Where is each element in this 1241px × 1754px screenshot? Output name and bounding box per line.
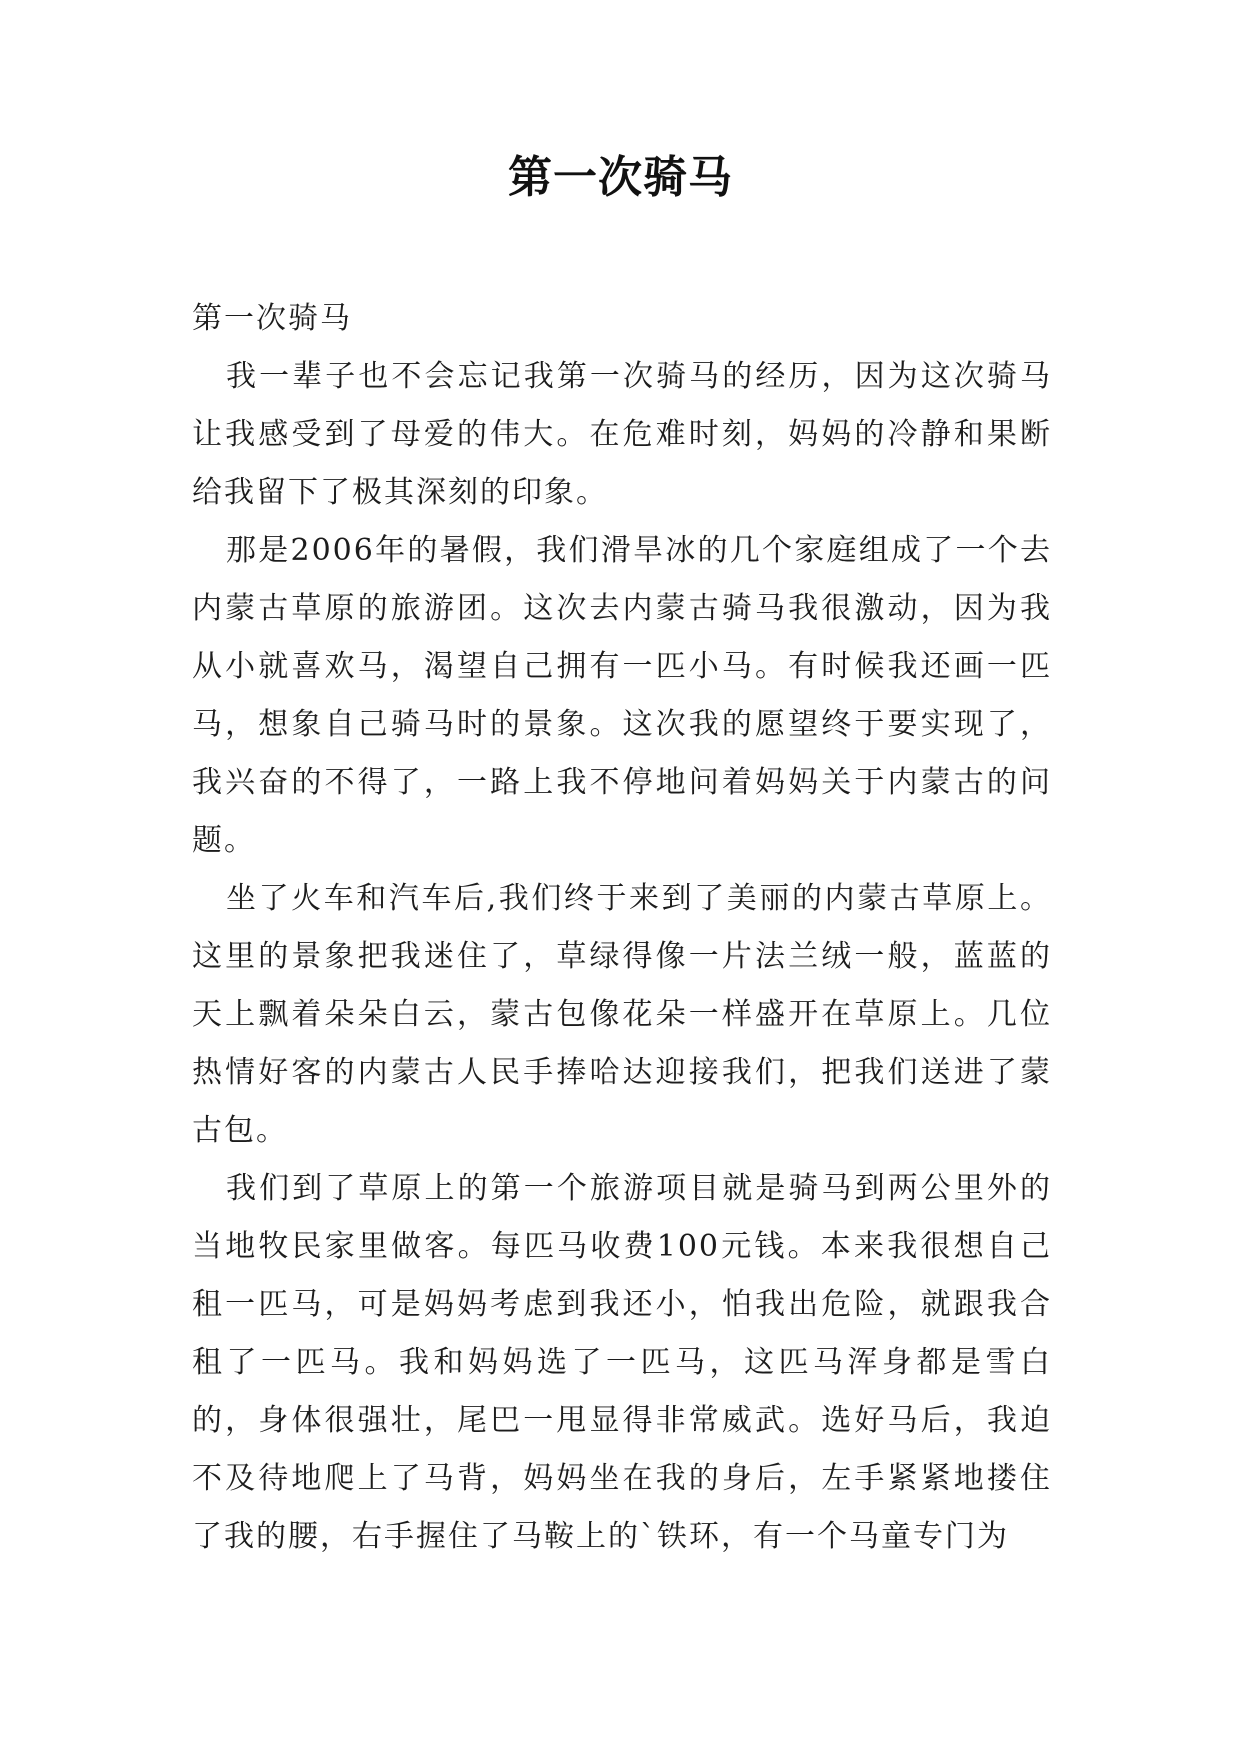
document-title: 第一次骑马	[508, 152, 733, 203]
paragraph-3: 坐了火车和汽车后,我们终于来到了美丽的内蒙古草原上。这里的景象把我迷住了，草绿得像一片法兰绒一般，蓝蓝的天上飘着朵朵白云，蒙古包像花朵一样盛开在草原上。几位热情好客的内蒙古人民手捧哈达迎接我们，把我们送进了蒙古包。	[192, 881, 1052, 1148]
document-body	[192, 290, 1052, 1566]
document-subheading: 第一次骑马	[192, 301, 352, 336]
paragraph-4: 我们到了草原上的第一个旅游项目就是骑马到两公里外的当地牧民家里做客。每匹马收费100元钱。本来我很想自己租一匹马，可是妈妈考虑到我还小，怕我出危险，就跟我合租了一匹马。我和妈妈选了一匹马，这匹马浑身都是雪白的，身体很强壮，尾巴一甩显得非常威武。选好马后，我迫不及待地爬上了马背，妈妈坐在我的身后，左手紧紧地搂住了我的腰，右手握住了马鞍上的`铁环，有一个马童专门为	[192, 1171, 1052, 1554]
paragraph-2: 那是2006年的暑假，我们滑旱冰的几个家庭组成了一个去内蒙古草原的旅游团。这次去内蒙古骑马我很激动，因为我从小就喜欢马，渴望自己拥有一匹小马。有时候我还画一匹马，想象自己骑马时的景象。这次我的愿望终于要实现了，我兴奋的不得了，一路上我不停地问着妈妈关于内蒙古的问题。	[192, 533, 1052, 858]
paragraph-1: 我一辈子也不会忘记我第一次骑马的经历，因为这次骑马让我感受到了母爱的伟大。在危难时刻，妈妈的冷静和果断给我留下了极其深刻的印象。	[192, 359, 1052, 510]
